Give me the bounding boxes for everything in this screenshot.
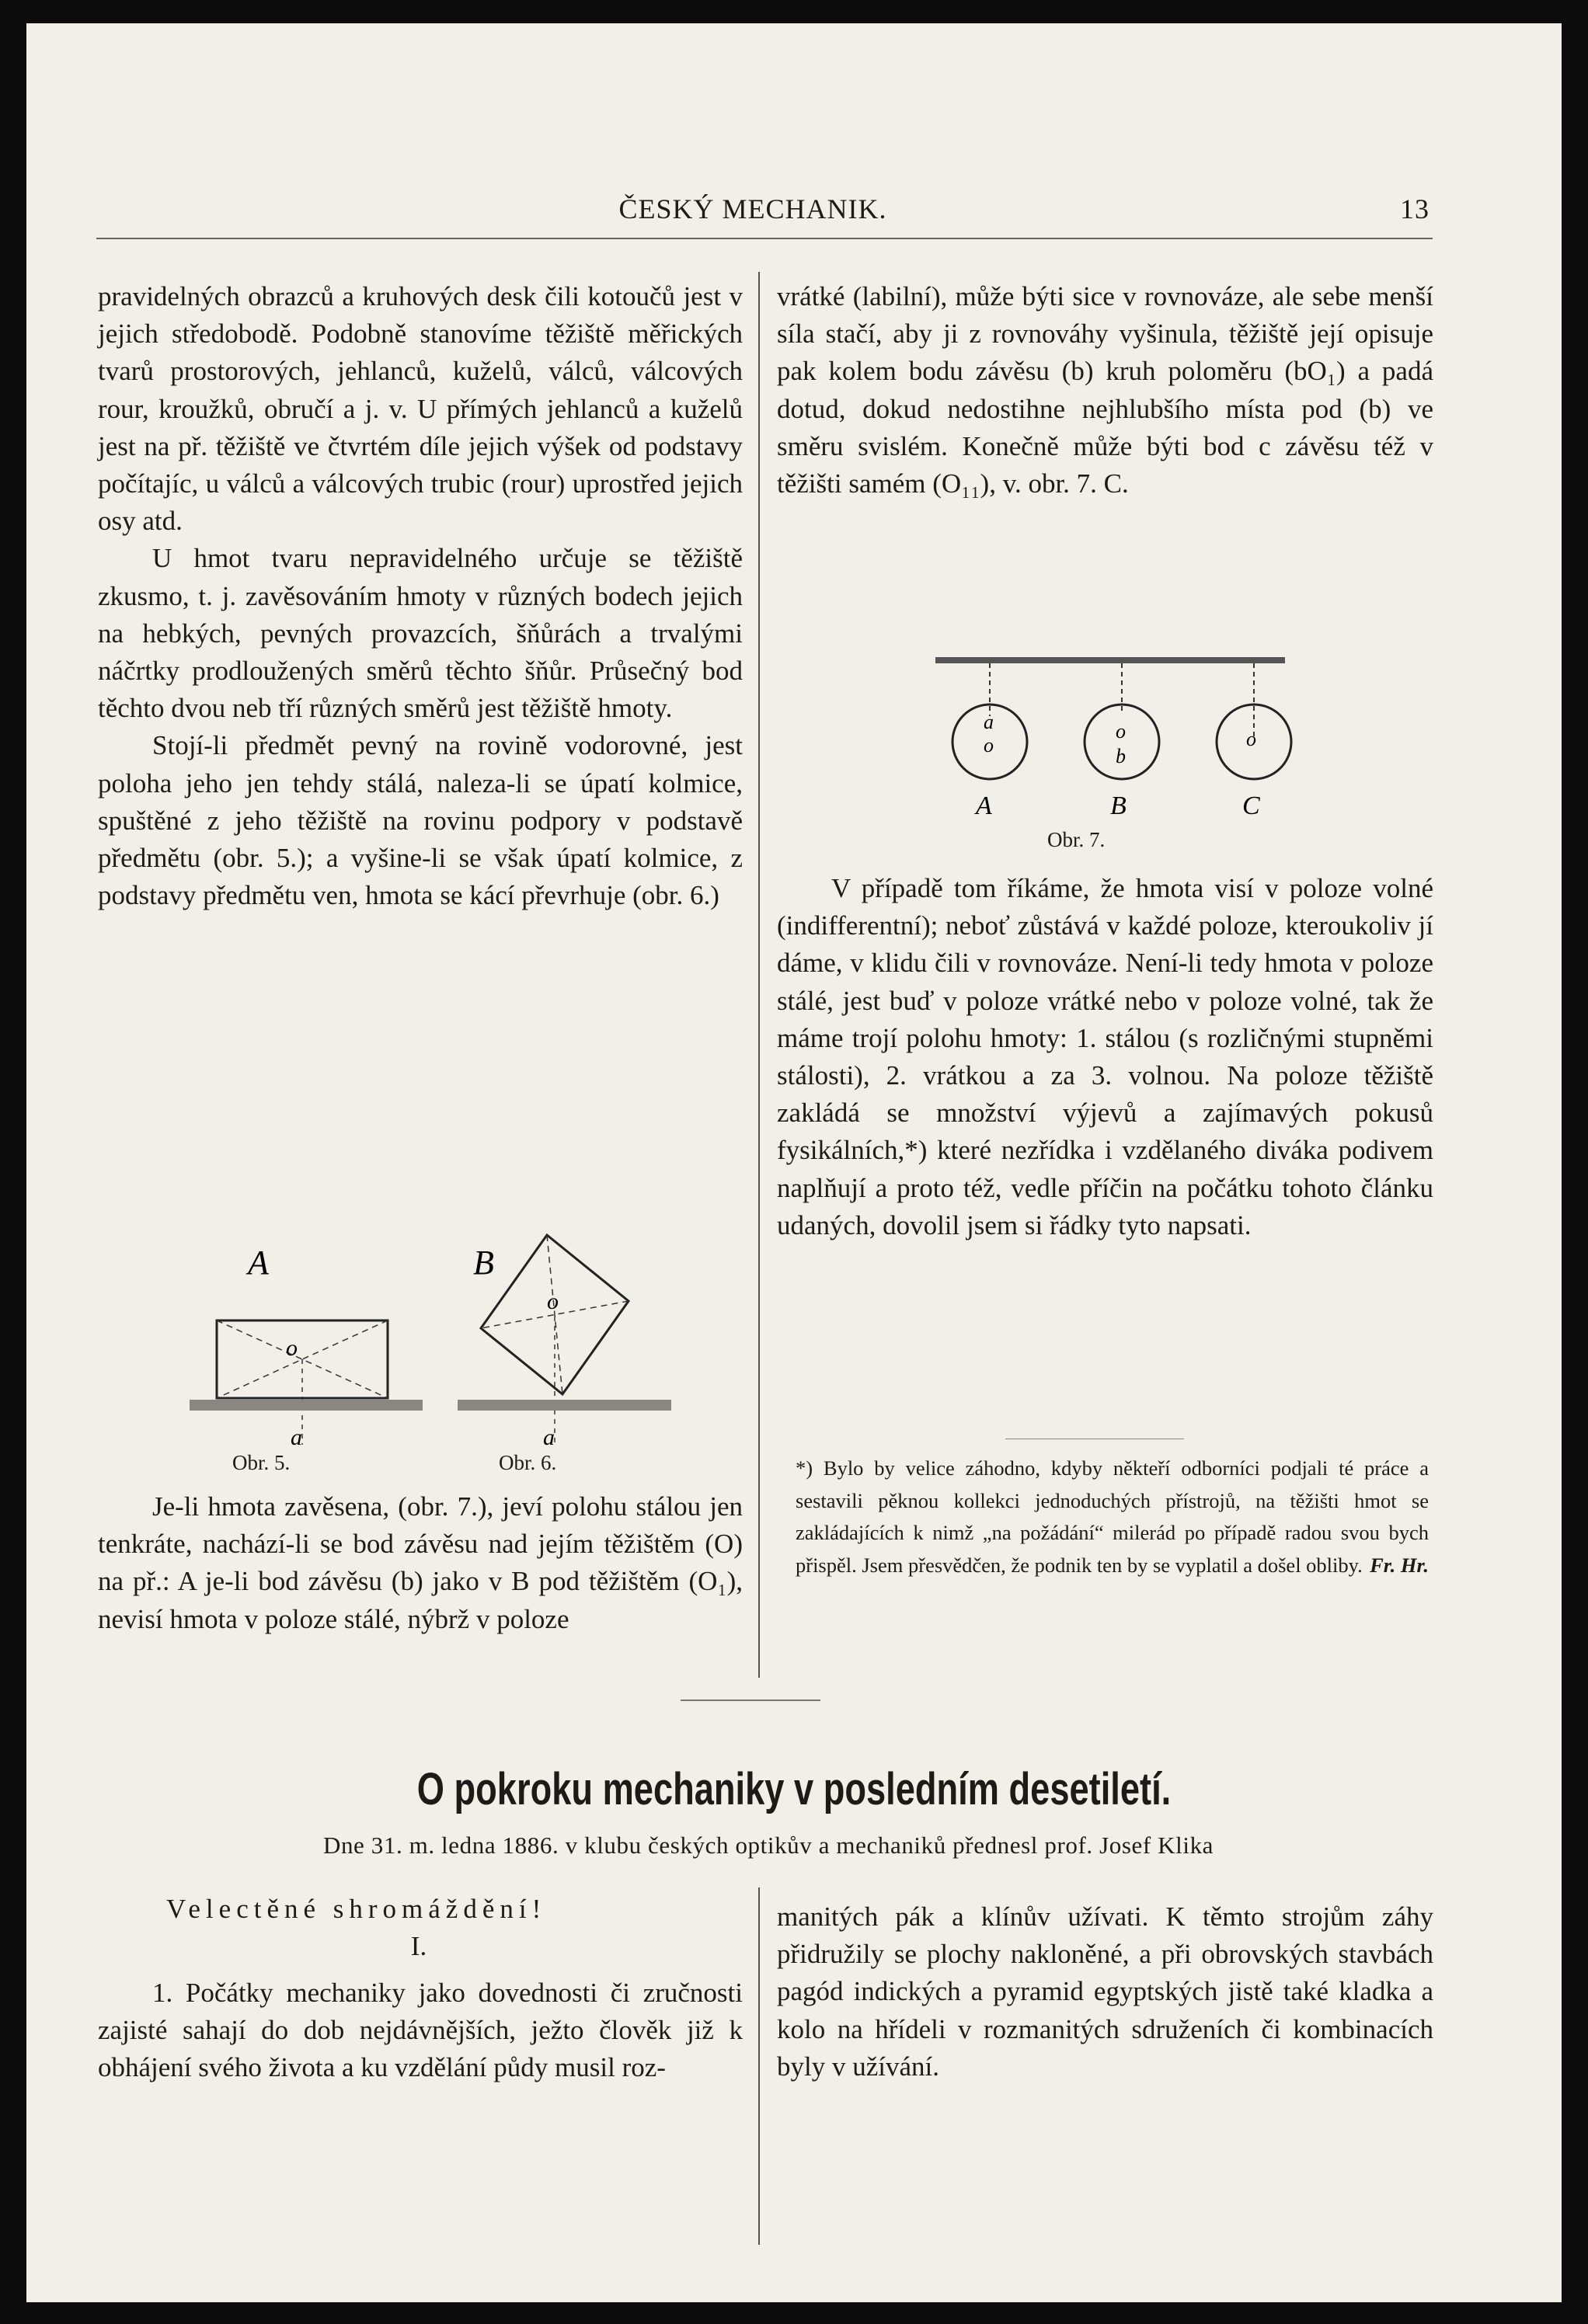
fig7-label-b: B — [1110, 791, 1127, 820]
fig7-label-c: C — [1242, 791, 1260, 820]
fig7-label-a: A — [976, 791, 992, 820]
figure-5-6 — [143, 1219, 733, 1484]
fig7-c-inner-1: o — [1246, 728, 1256, 750]
right-paragraph-2: V případě tom říkáme, že hmota visí v poloze volné (indifferentní); neboť zůstává v každé poloze, kteroukoliv jí dáme, v klidu čili v rovnováze. Není-li tedy hmota v poloze stálé, jest buď v poloze vrátké nebo v poloze volné, tak že máme trojí polohu hmoty: 1. stálou (s rozličnými stupněmi stálosti), 2. vrátkou a za 3. volnou. Na poloze těžiště zakládá se množství výjevů a zajímavých pokusů fysikálních,*) které nezřídka i vzdělaného diváka podivem naplňují a proto též, vedle příčin na počátku tohoto článku udaných, dovolil jsem si řádky tyto napsati. — [777, 873, 1433, 1240]
fig6-label-top: B — [473, 1244, 494, 1282]
fig7-a-inner-1: a — [984, 711, 994, 733]
header-rule — [96, 238, 1433, 239]
fig7-a-inner-2: o — [984, 734, 994, 757]
fig6-ground — [458, 1400, 671, 1411]
fig6-diagonal-1 — [547, 1235, 562, 1394]
fig6-caption: Obr. 6. — [499, 1451, 557, 1474]
article-left-text: 1. Počátky mechaniky jako dovednosti či zručnosti zajisté sahají do dob nejdávnějších, ježto člověk již k obhájení svého života a ku vzdělání půdy musil roz- — [98, 1978, 743, 2083]
left-paragraph-3: Stojí-li předmět pevný na rovině vodorovné, jest poloha jeho jen tehdy stálá, naleza-li se úpatí kolmice, spuštěné z jeho těžiště na rovinu podpory v podstavě předmětu (obr. 5.); a vyšine-li se však úpatí kolmice, z podstavy předmětu ven, hmota se kácí převrhuje (obr. 6.) — [98, 730, 743, 911]
page — [26, 23, 1562, 2302]
section-separator — [681, 1700, 820, 1701]
right-column-continued — [777, 870, 1433, 1244]
left-paragraph-4: Je-li hmota zavěsena, (obr. 7.), jeví polohu stálou jen tenkráte, nachází-li se bod závěsu nad jejím těžištěm (O) na př.: A je-li bod závěsu (b) jako v B pod těžištěm (O₁), nevisí hmota v poloze stálé, nýbrž v poloze — [98, 1491, 743, 1634]
footnote-text: *) Bylo by velice záhodno, kdyby někteří odborníci podjali té práce a sestavili pěknou kollekci jednoduchých přístrojů, na těžišti hmot se zakládajících k nimž „na požádání“ milerád po případě radou svou bych přispěl. Jsem přesvědčen, že podnik ten by se vyplatil a došel obliby. — [796, 1456, 1429, 1577]
article-right-column — [777, 1898, 1433, 2086]
fig6-label-bottom: a — [543, 1425, 555, 1450]
right-column — [777, 278, 1433, 503]
fig7-b-inner-1: o — [1116, 720, 1126, 743]
page-number: 13 — [1400, 193, 1430, 224]
article-title: O pokroku mechaniky v posledním desetiletí. — [416, 1764, 1172, 1814]
figure-7 — [912, 629, 1316, 831]
article-section-number: I. — [410, 1931, 427, 1961]
article-left-column — [98, 1974, 743, 2087]
footnote — [796, 1452, 1429, 1582]
fig7-b-inner-2: b — [1116, 745, 1126, 767]
running-header-title: ČESKÝ MECHANIK. — [618, 193, 887, 224]
article-right-text: manitých pák a klínův užívati. K těmto strojům záhy přidružily se plochy nakloněné, a při obrovských stavbách pagód indických a pyramid egyptských jistě také kladka a kolo na hřídeli v rozmanitých sdruženích či kombinacích byly v užívání. — [777, 1901, 1433, 2082]
left-paragraph-2: U hmot tvaru nepravidelného určuje se těžiště zkusmo, t. j. zavěsováním hmoty v různých bodech jejich na hebkých, pevných provazcích, šňůrách a trvalými náčrtky prodloužených směrů těchto šňůr. Průsečný bod těchto dvou neb tří různých směrů jest těžiště hmoty. — [98, 543, 743, 724]
fig5-caption: Obr. 5. — [232, 1451, 291, 1474]
column-divider — [758, 272, 760, 1678]
fig7-caption: Obr. 7. — [1047, 828, 1106, 851]
article-subtitle: Dne 31. m. ledna 1886. v klubu českých optikův a mechaniků přednesl prof. Josef Klika — [322, 1832, 1214, 1859]
footnote-signature: Fr. Hr. — [1370, 1553, 1429, 1577]
left-column-continued — [98, 1488, 743, 1638]
article-salutation: Velectěné shromáždění! — [166, 1894, 547, 1924]
fig5-ground — [190, 1400, 423, 1411]
article-column-divider — [758, 1887, 760, 2245]
left-column — [98, 278, 743, 914]
fig5-label-bottom: a — [291, 1425, 302, 1450]
fig5-label-top: A — [248, 1244, 269, 1282]
fig5-label-center: o — [286, 1335, 298, 1361]
fig7-support-bar — [935, 657, 1285, 663]
fig6-label-center: o — [547, 1289, 559, 1314]
left-paragraph-1: pravidelných obrazců a kruhových desk čili kotoučů jest v jejich středobodě. Podobně stanovíme těžiště měřických tvarů prostorových, jehlanců, kuželů, válců, válcových rour, kroužků, obručí a j. v. U přímých jehlanců a kuželů jest na př. těžiště ve čtvrtém díle jejich výšek od podstavy počítajíc, u válců a válcových trubic (rour) uprostřed jejich osy atd. — [98, 281, 743, 537]
right-paragraph-1: vrátké (labilní), může býti sice v rovnováze, ale sebe menší síla stačí, aby ji z rovnováhy vyšinula, těžiště její opisuje pak kolem bodu závěsu (b) kruh poloměru (bO₁) a padá dotud, dokud nedostihne nejhlubšího místa pod (b) ve směru svislém. Konečně může býti bod c závěsu též v těžišti samém (O₁₁), v. obr. 7. C. — [777, 281, 1433, 499]
